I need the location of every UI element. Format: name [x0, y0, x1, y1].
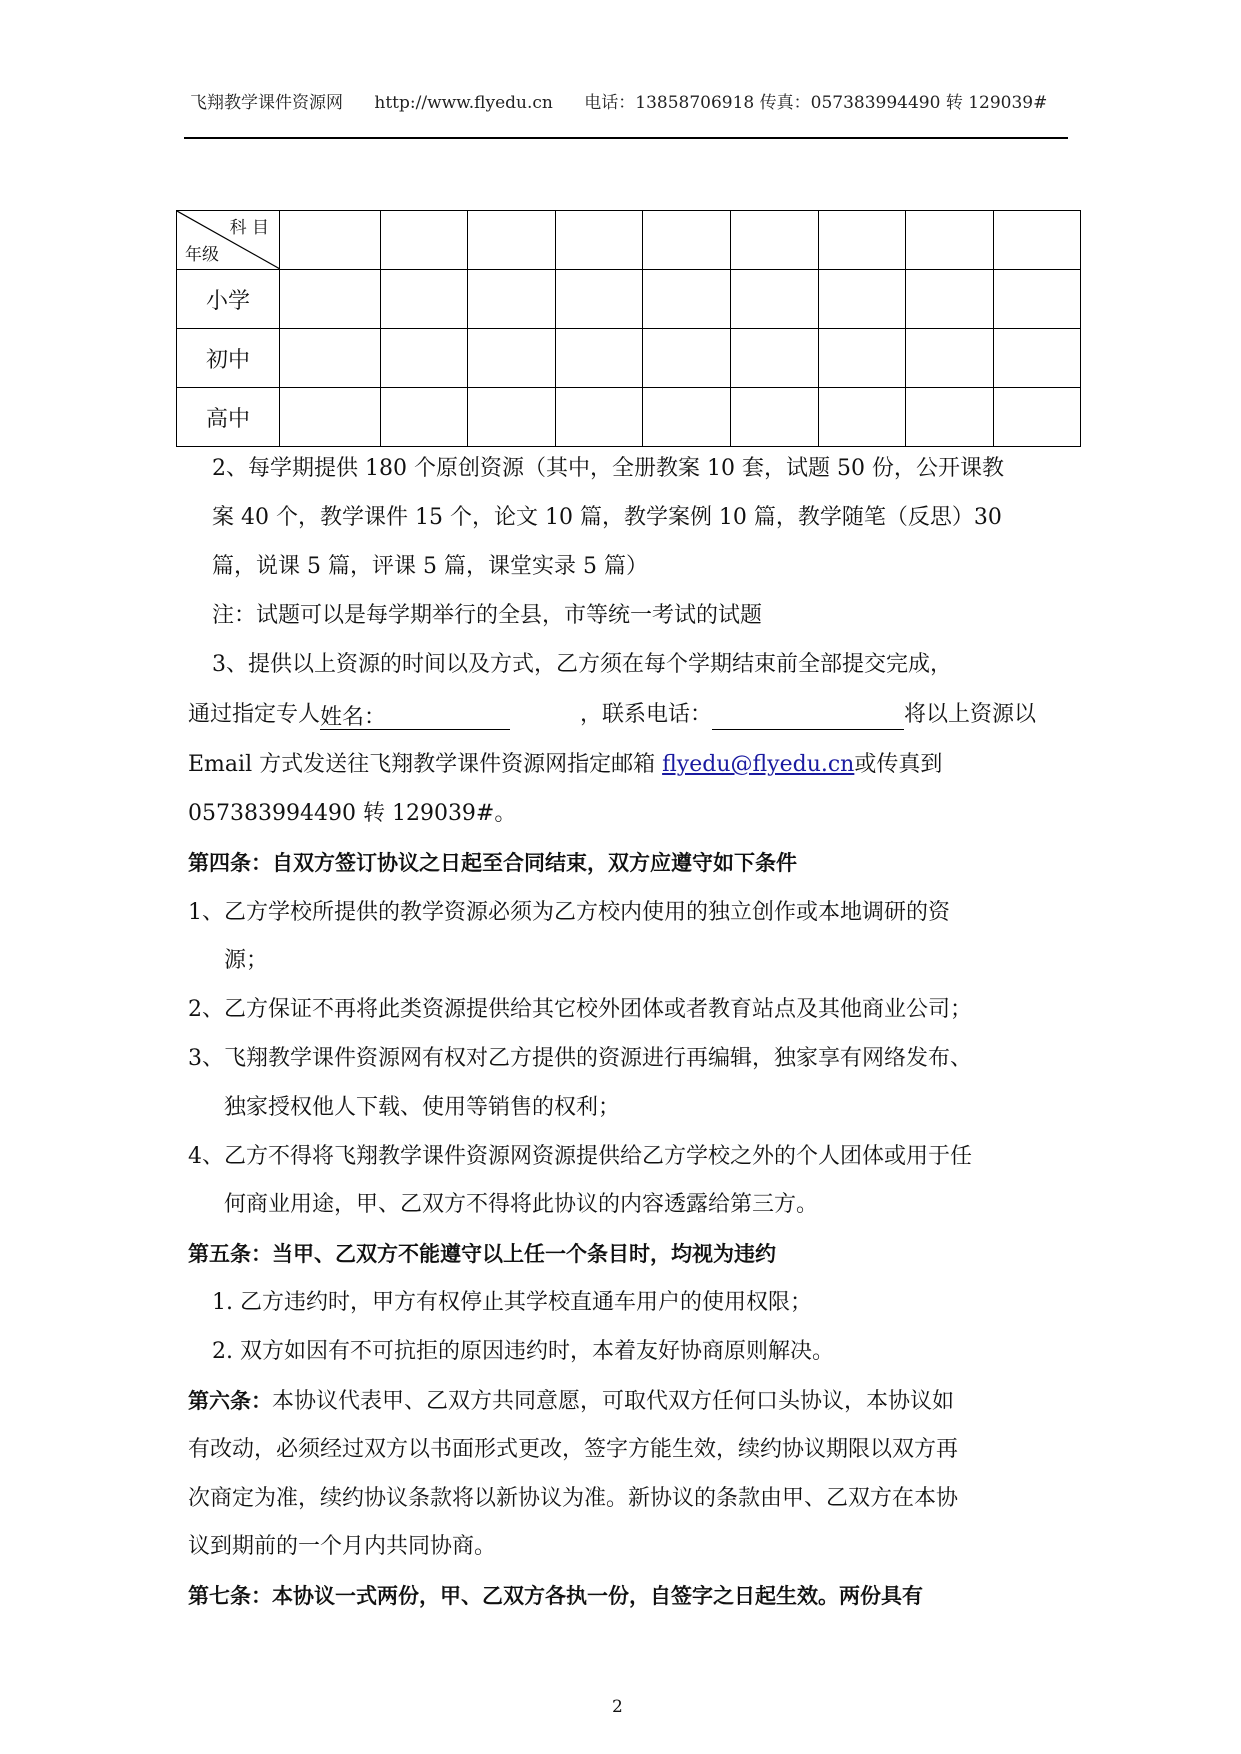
article7-heading: 第七条：本协议一式两份，甲、乙双方各执一份，自签字之日起生效。两份具有 — [188, 1584, 923, 1608]
table-cell — [731, 388, 819, 447]
table-cell — [556, 211, 643, 270]
item3-line1: 3、提供以上资源的时间以及方式，乙方须在每个学期结束前全部提交完成， — [212, 652, 952, 677]
contact-name-field[interactable] — [320, 703, 510, 730]
row-label-senior: 高中 — [177, 388, 280, 447]
item3-line2-phone-label: ，联系电话： — [580, 702, 713, 727]
table-cell — [819, 388, 906, 447]
table-cell — [468, 388, 556, 447]
table-cell — [381, 270, 468, 329]
item3-line2-suffix: 将以上资源以 — [904, 702, 1037, 727]
table-cell — [906, 388, 994, 447]
article4-heading: 第四条：自双方签订协议之日起至合同结束，双方应遵守如下条件 — [188, 851, 797, 875]
table-cell — [906, 211, 994, 270]
table-cell — [468, 270, 556, 329]
subject-grade-table — [176, 210, 1081, 447]
table-cell — [381, 211, 468, 270]
table-cell — [643, 388, 731, 447]
page-number: 2 — [612, 1697, 623, 1717]
item3-line3-prefix: Email 方式发送往飞翔教学课件资源网指定邮箱 — [188, 752, 663, 777]
table-cell — [994, 211, 1081, 270]
table-row — [177, 329, 1081, 388]
contact-phone-field[interactable] — [712, 703, 904, 730]
table-cell — [381, 388, 468, 447]
article6-line1 — [188, 1386, 954, 1417]
item3-line2 — [188, 700, 1036, 730]
article4-item4-b: 何商业用途，甲、乙双方不得将此协议的内容透露给第三方。 — [224, 1192, 819, 1217]
table-cell — [731, 270, 819, 329]
article4-item1-a: 1、乙方学校所提供的教学资源必须为乙方校内使用的独立创作或本地调研的资 — [188, 900, 950, 925]
article5-item1: 1. 乙方违约时，甲方有权停止其学校直通车用户的使用权限； — [212, 1290, 812, 1315]
table-cell — [643, 270, 731, 329]
email-link[interactable]: flyedu@flyedu.cn — [662, 752, 855, 777]
table-cell — [381, 329, 468, 388]
header-site-name: 飞翔教学课件资源网 — [190, 93, 343, 113]
item2-line1: 2、每学期提供 180 个原创资源（其中，全册教案 10 套，试题 50 份，公开课教 — [212, 456, 1004, 481]
row-label-primary: 小学 — [177, 270, 280, 329]
table-cell — [819, 329, 906, 388]
header-rule — [184, 137, 1068, 139]
table-cell — [731, 329, 819, 388]
page-header — [190, 88, 1070, 113]
contact-name-label: 姓名： — [320, 705, 387, 730]
article4-item3-a: 3、飞翔教学课件资源网有权对乙方提供的资源进行再编辑，独家享有网络发布、 — [188, 1046, 972, 1071]
table-cell — [280, 329, 381, 388]
note-line: 注：试题可以是每学期举行的全县，市等统一考试的试题 — [212, 603, 763, 628]
article6-heading: 第六条： — [188, 1389, 272, 1413]
corner-subject-label: 科 目 — [229, 218, 269, 238]
article5-item2: 2. 双方如因有不可抗拒的原因违约时，本着友好协商原则解决。 — [212, 1339, 834, 1364]
table-cell — [468, 211, 556, 270]
table-cell — [468, 329, 556, 388]
table-cell — [643, 211, 731, 270]
table-cell — [731, 211, 819, 270]
table-cell — [643, 329, 731, 388]
item3-line4: 057383994490 转 129039#。 — [188, 801, 517, 826]
table-row — [177, 270, 1081, 329]
table-cell — [280, 211, 381, 270]
table-header-row — [177, 211, 1081, 270]
table-cell — [280, 270, 381, 329]
item3-line3 — [188, 750, 942, 780]
table-cell — [906, 270, 994, 329]
header-url: http://www.flyedu.cn — [374, 93, 553, 113]
table-cell — [819, 270, 906, 329]
table-cell — [280, 388, 381, 447]
item2-line3: 篇，说课 5 篇，评课 5 篇，课堂实录 5 篇） — [212, 554, 648, 579]
table-cell — [819, 211, 906, 270]
table-row — [177, 388, 1081, 447]
article6-line2: 有改动，必须经过双方以书面形式更改，签字方能生效，续约协议期限以双方再 — [188, 1437, 959, 1462]
table-cell — [994, 388, 1081, 447]
table-cell — [994, 329, 1081, 388]
table-cell — [994, 270, 1081, 329]
article4-item2: 2、乙方保证不再将此类资源提供给其它校外团体或者教育站点及其他商业公司； — [188, 997, 972, 1022]
header-contact: 电话：13858706918 传真：057383994490 转 129039# — [584, 93, 1048, 113]
article6-line3: 次商定为准，续约协议条款将以新协议为准。新协议的条款由甲、乙双方在本协 — [188, 1486, 959, 1511]
article6-line4: 议到期前的一个月内共同协商。 — [188, 1534, 497, 1559]
item3-line2-prefix: 通过指定专人 — [188, 702, 321, 727]
row-label-junior: 初中 — [177, 329, 280, 388]
table-corner-cell — [177, 211, 280, 270]
article4-item1-b: 源； — [224, 948, 269, 973]
corner-grade-label: 年级 — [185, 245, 219, 265]
item2-line2: 案 40 个，教学课件 15 个，论文 10 篇，教学案例 10 篇，教学随笔（反思）30 — [212, 505, 1002, 530]
table-cell — [556, 329, 643, 388]
article4-item3-b: 独家授权他人下载、使用等销售的权利； — [224, 1095, 621, 1120]
table-cell — [906, 329, 994, 388]
article4-item4-a: 4、乙方不得将飞翔教学课件资源网资源提供给乙方学校之外的个人团体或用于任 — [188, 1144, 972, 1169]
table-cell — [556, 270, 643, 329]
article6-text1: 本协议代表甲、乙双方共同意愿，可取代双方任何口头协议，本协议如 — [272, 1389, 955, 1414]
item3-line3-suffix: 或传真到 — [854, 752, 943, 777]
table-cell — [556, 388, 643, 447]
article5-heading: 第五条：当甲、乙双方不能遵守以上任一个条目时，均视为违约 — [188, 1242, 776, 1266]
